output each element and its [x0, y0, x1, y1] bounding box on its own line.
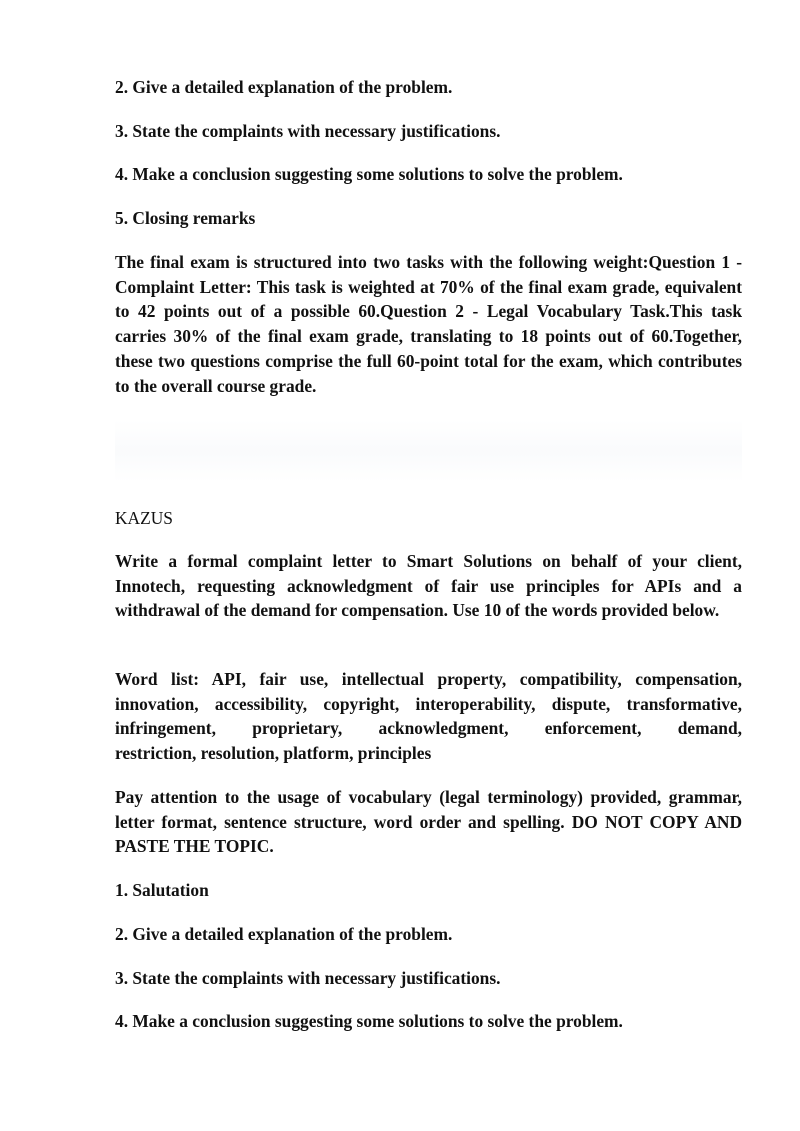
exam-structure-paragraph: The final exam is structured into two tasks with the following weight:Question 1 - Complaint Letter: This task is weighted at 70% of the final exam grade, equivalent to 42 points out of a possible 60.Question 2 - Legal Vocabulary Task.This task carries 30% of the final exam grade, translating to 18 points out of 60.Together, these two questions comprise the full 60-point total for the exam, which contributes to the overall course grade.	[115, 252, 742, 396]
word-list-paragraph	[115, 667, 742, 766]
word-list-line-4: restriction, resolution, platform, principles	[115, 743, 432, 764]
top-list-item-2: 2. Give a detailed explanation of the problem.	[115, 77, 453, 97]
top-list-item-4: 4. Make a conclusion suggesting some solutions to solve the problem.	[115, 164, 623, 184]
bottom-list-item-2: 2. Give a detailed explanation of the problem.	[115, 924, 453, 944]
word-list-line-2: innovation, accessibility, copyright, interoperability, dispute, transformative,	[115, 693, 742, 714]
bottom-list-item-4: 4. Make a conclusion suggesting some solutions to solve the problem.	[115, 1011, 623, 1031]
faint-blurred-band	[115, 420, 742, 482]
top-list-item-5: 5. Closing remarks	[115, 208, 256, 228]
kazus-task-paragraph: Write a formal complaint letter to Smart Solutions on behalf of your client, Innotech, requesting acknowledgment of fair use principles for APIs and a withdrawal of the demand for compensation. Use 10 of the words provided below.	[115, 551, 742, 621]
bottom-list-item-3: 3. State the complaints with necessary justifications.	[115, 968, 501, 988]
kazus-heading: KAZUS	[115, 508, 173, 528]
bottom-list-item-1: 1. Salutation	[115, 880, 209, 900]
word-list-line-3: infringement, proprietary, acknowledgment, enforcement, demand,	[115, 718, 742, 739]
word-list-line-1: Word list: API, fair use, intellectual property, compatibility, compensation,	[115, 669, 742, 689]
attention-paragraph: Pay attention to the usage of vocabulary (legal terminology) provided, grammar, letter format, sentence structure, word order and spelling. DO NOT COPY AND PASTE THE TOPIC.	[115, 787, 742, 857]
top-list-item-3: 3. State the complaints with necessary justifications.	[115, 121, 501, 141]
